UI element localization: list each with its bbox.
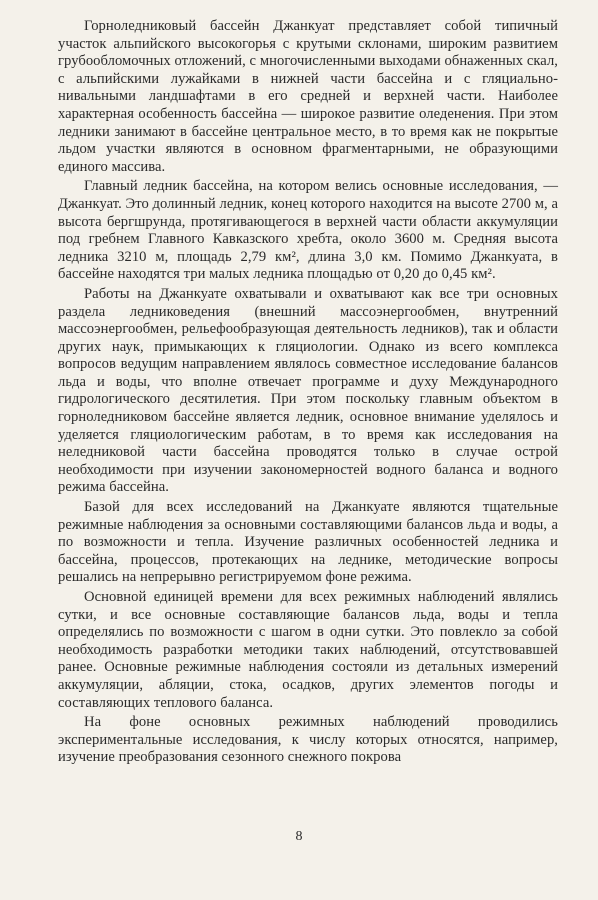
- page-body: [58, 18, 558, 769]
- paragraph-basin-description: Горноледниковый бассейн Джанкуат представляет собой типичный участок альпийского высокогорья с крутыми склонами, широким развитием грубообломочных отложений, с многочисленными выходами обнаженных скал, с альпийскими лужайками в нижней части бассейна и с гляциально-нивальными ландшафтами в его средней и верхней части. Наиболее характерная особенность бассейна — широкое развитие оледенения. При этом ледники занимают в бассейне центральное место, в то время как не покрытые льдом участки являются в основном фрагментарными, не образующими единого массива.: [58, 18, 558, 175]
- paragraph-regime-observations: Базой для всех исследований на Джанкуате являются тщательные режимные наблюдения за основными составляющими балансов льда и воды, а по возможности и тепла. Изучение различных особенностей ледника и бассейна, процессов, протекающих на леднике, методические вопросы решались на непрерывно регистрируемом фоне режима.: [58, 499, 558, 586]
- page-number: 8: [295, 829, 303, 844]
- paragraph-main-glacier: Главный ледник бассейна, на котором велись основные исследования, — Джанкуат. Это долинный ледник, конец которого находится на высоте 2700 м, а высота бергшрунда, протягивающегося в верхней части области аккумуляции под гребнем Главного Кавказского хребта, около 3600 м. Средняя высота ледника 3210 м, площадь 2,79 км², длина 3,0 км. Помимо Джанкуата, в бассейне находятся три малых ледника площадью от 0,20 до 0,45 км².: [58, 178, 558, 283]
- paragraph-research-scope: Работы на Джанкуате охватывали и охватывают как все три основных раздела ледниковедения (внешний массоэнергообмен, внутренний массоэнергообмен, рельефообразующая деятельность ледников), так и области других наук, примыкающих к гляциологии. Однако из всего комплекса вопросов ведущим направлением являлось совместное исследование балансов льда и воды, что вполне отвечает программе и духу Международного гидрологического десятилетия. При этом поскольку главным объектом в горноледниковом бассейне является ледник, основное внимание уделялось и уделяется гляциологическим работам, в то время как исследования на неледниковой части бассейна проводятся только в случае острой необходимости при изучении закономерностей водного баланса и водного режима бассейна.: [58, 285, 558, 496]
- paragraph-experimental-studies: На фоне основных режимных наблюдений проводились экспериментальные исследования, к числу которых относятся, например, изучение преобразования сезонного снежного покрова: [58, 714, 558, 766]
- paragraph-time-unit: Основной единицей времени для всех режимных наблюдений являлись сутки, и все основные составляющие балансов льда, воды и тепла определялись по возможности с шагом в одни сутки. Это повлекло за собой необходимость разработки методики таких наблюдений, отсутствовавшей ранее. Основные режимные наблюдения состояли из детальных измерений аккумуляции, абляции, стока, осадков, других элементов погоды и составляющих теплового баланса.: [58, 589, 558, 711]
